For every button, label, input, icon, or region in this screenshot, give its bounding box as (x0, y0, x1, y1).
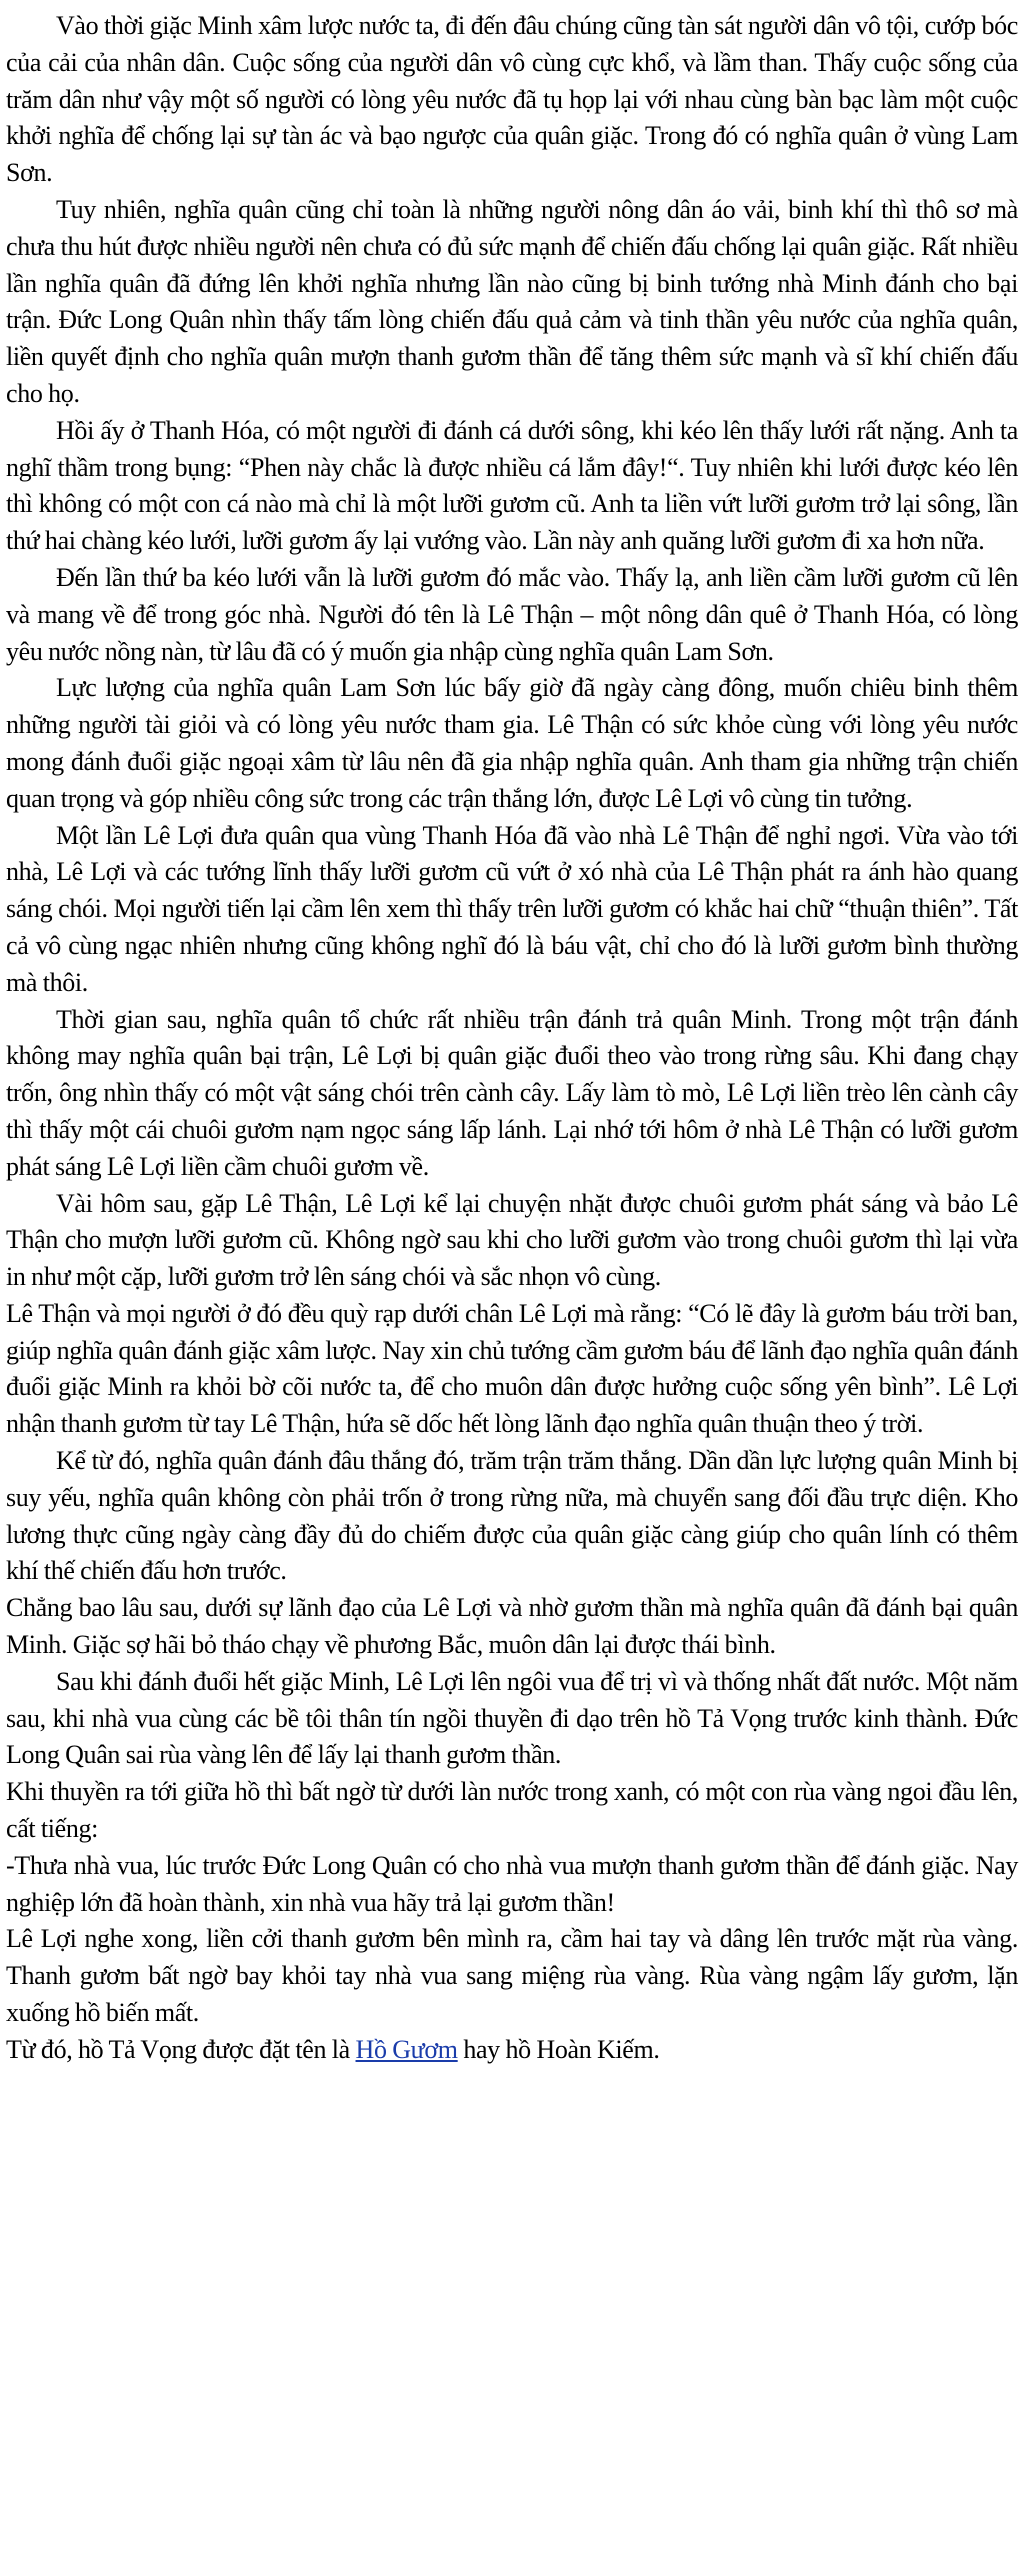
paragraph-turtle-speech: -Thưa nhà vua, lúc trước Đức Long Quân có cho nhà vua mượn thanh gươm thần để đánh giặc. Nay nghiệp lớn đã hoàn thành, xin nhà vua hãy trả lại gươm thần! (6, 1850, 1018, 1917)
paragraph-ming-invasion: Vào thời giặc Minh xâm lược nước ta, đi đến đâu chúng cũng tàn sát người dân vô tội, cướp bóc của cải của nhân dân. Cuộc sống của người dân vô cùng cực khổ, và lầm than. Thấy cuộc sống của trăm dân như vậy một số người có lòng yêu nước đã tụ họp lại với nhau cùng bàn bạc làm một cuộc khởi nghĩa để chống lại sự tàn ác và bạo ngược của quân giặc. Trong đó có nghĩa quân ở vùng Lam Sơn. (6, 11, 1018, 188)
paragraph-joins-army: Lực lượng của nghĩa quân Lam Sơn lúc bấy giờ đã ngày càng đông, muốn chiêu binh thêm những người tài giỏi và có lòng yêu nước tham gia. Lê Thận có sức khỏe cùng với lòng yêu nước mong đánh đuổi giặc ngoại xâm từ lâu nên đã gia nhập nghĩa quân. Anh tham gia những trận chiến quan trọng và góp nhiều công sức trong các trận thắng lớn, được Lê Lợi vô cùng tin tưởng. (6, 673, 1018, 813)
paragraph-heavenly-sword: Lê Thận và mọi người ở đó đều quỳ rạp dưới chân Lê Lợi mà rằng: “Có lẽ đây là gươm báu trời ban, giúp nghĩa quân đánh giặc xâm lược. Nay xin chủ tướng cầm gươm báu để lãnh đạo nghĩa quân đánh đuổi giặc Minh ra khỏi bờ cõi nước ta, để cho muôn dân được hưởng cuộc sống yên bình”. Lê Lợi nhận thanh gươm từ tay Lê Thận, hứa sẽ dốc hết lòng lãnh đạo nghĩa quân thuận theo ý trời. (6, 1298, 1018, 1439)
paragraph-le-than-intro: Đến lần thứ ba kéo lưới vẫn là lưỡi gươm đó mắc vào. Thấy lạ, anh liền cầm lưỡi gươm cũ lên và mang về để trong góc nhà. Người đó tên là Lê Thận – một nông dân quê ở Thanh Hóa, có lòng yêu nước nồng nàn, từ lâu đã có ý muốn gia nhập cùng nghĩa quân Lam Sơn. (6, 562, 1018, 666)
paragraph-ming-defeated: Chẳng bao lâu sau, dưới sự lãnh đạo của Lê Lợi và nhờ gươm thần mà nghĩa quân đã đánh bại quân Minh. Giặc sợ hãi bỏ tháo chạy về phương Bắc, muôn dân lại được thái bình. (6, 1593, 1018, 1660)
paragraph-glowing-blade: Một lần Lê Lợi đưa quân qua vùng Thanh Hóa đã vào nhà Lê Thận để nghỉ ngơi. Vừa vào tới nhà, Lê Lợi và các tướng lĩnh thấy lưỡi gươm cũ vứt ở xó nhà của Lê Thận phát ra ánh hào quang sáng chói. Mọi người tiến lại cầm lên xem thì thấy trên lưỡi gươm có khắc hai chữ “thuận thiên”. Tất cả vô cùng ngạc nhiên nhưng cũng không nghĩ đó là báu vật, chỉ cho đó là lưỡi gươm bình thường mà thôi. (6, 820, 1018, 997)
lake-name-text-before: Từ đó, hồ Tả Vọng được đặt tên là (6, 2034, 356, 2064)
paragraph-sword-returned: Lê Lợi nghe xong, liền cởi thanh gươm bên mình ra, cầm hai tay và dâng lên trước mặt rùa vàng. Thanh gươm bất ngờ bay khỏi tay nhà vua sang miệng rùa vàng. Rùa vàng ngậm lấy gươm, lặn xuống hồ biến mất. (6, 1924, 1018, 2028)
paragraph-blade-fits-hilt: Vài hôm sau, gặp Lê Thận, Lê Lợi kể lại chuyện nhặt được chuôi gươm phát sáng và bảo Lê Thận cho mượn lưỡi gươm cũ. Không ngờ sau khi cho lưỡi gươm vào trong chuôi gươm thì lại vừa in như một cặp, lưỡi gươm trở lên sáng chói và sắc nhọn vô cùng. (6, 1188, 1018, 1292)
paragraph-victories: Kể từ đó, nghĩa quân đánh đâu thắng đó, trăm trận trăm thắng. Dần dần lực lượng quân Minh bị suy yếu, nghĩa quân không còn phải trốn ở trong rừng nữa, mà chuyển sang đối đầu trực diện. Kho lương thực cũng ngày càng đầy đủ do chiếm được của quân giặc càng giúp cho quân lính có thêm khí thế chiến đấu hơn trước. (6, 1446, 1018, 1586)
paragraph-dragon-lord-decision: Tuy nhiên, nghĩa quân cũng chỉ toàn là những người nông dân áo vải, binh khí thì thô sơ mà chưa thu hút được nhiều người nên chưa có đủ sức mạnh để chiến đấu chống lại quân giặc. Rất nhiều lần nghĩa quân đã đứng lên khởi nghĩa nhưng lần nào cũng bị binh tướng nhà Minh đánh cho bại trận. Đức Long Quân nhìn thấy tấm lòng chiến đấu quả cảm và tinh thần yêu nước của nghĩa quân, liền quyết định cho nghĩa quân mượn thanh gươm thần để tăng thêm sức mạnh và sĩ khí chiến đấu cho họ. (6, 194, 1018, 408)
paragraph-golden-turtle: Khi thuyền ra tới giữa hồ thì bất ngờ từ dưới làn nước trong xanh, có một con rùa vàng ngoi đầu lên, cất tiếng: (6, 1777, 1018, 1844)
paragraph-sword-hilt: Thời gian sau, nghĩa quân tổ chức rất nhiều trận đánh trả quân Minh. Trong một trận đánh không may nghĩa quân bại trận, Lê Lợi bị quân giặc đuổi theo vào trong rừng sâu. Khi đang chạy trốn, ông nhìn thấy có một vật sáng chói trên cành cây. Lấy làm tò mò, Lê Lợi liền trèo lên cành cây thì thấy một cái chuôi gươm nạm ngọc sáng lấp lánh. Lại nhớ tới hôm ở nhà Lê Thận có lưỡi gươm phát sáng Lê Lợi liền cầm chuôi gươm về. (6, 1004, 1018, 1181)
paragraph-king-boat-trip: Sau khi đánh đuổi hết giặc Minh, Lê Lợi lên ngôi vua để trị vì và thống nhất đất nước. Một năm sau, khi nhà vua cùng các bề tôi thân tín ngồi thuyền đi dạo trên hồ Tả Vọng trước kinh thành. Đức Long Quân sai rùa vàng lên để lấy lại thanh gươm thần. (6, 1666, 1018, 1770)
lake-name-text-after: hay hồ Hoàn Kiếm. (457, 2034, 660, 2064)
paragraph-fisherman-net: Hồi ấy ở Thanh Hóa, có một người đi đánh cá dưới sông, khi kéo lên thấy lưới rất nặng. Anh ta nghĩ thầm trong bụng: “Phen này chắc là được nhiều cá lắm đây!“. Tuy nhiên khi lưới được kéo lên thì không có một con cá nào mà chỉ là một lưỡi gươm cũ. Anh ta liền vứt lưỡi gươm trở lại sông, lần thứ hai chàng kéo lưới, lưỡi gươm ấy lại vướng vào. Lần này anh quăng lưỡi gươm đi xa hơn nữa. (6, 415, 1018, 556)
paragraph-lake-name (6, 2032, 1018, 2069)
ho-guom-link[interactable]: Hồ Gươm (355, 2034, 458, 2064)
